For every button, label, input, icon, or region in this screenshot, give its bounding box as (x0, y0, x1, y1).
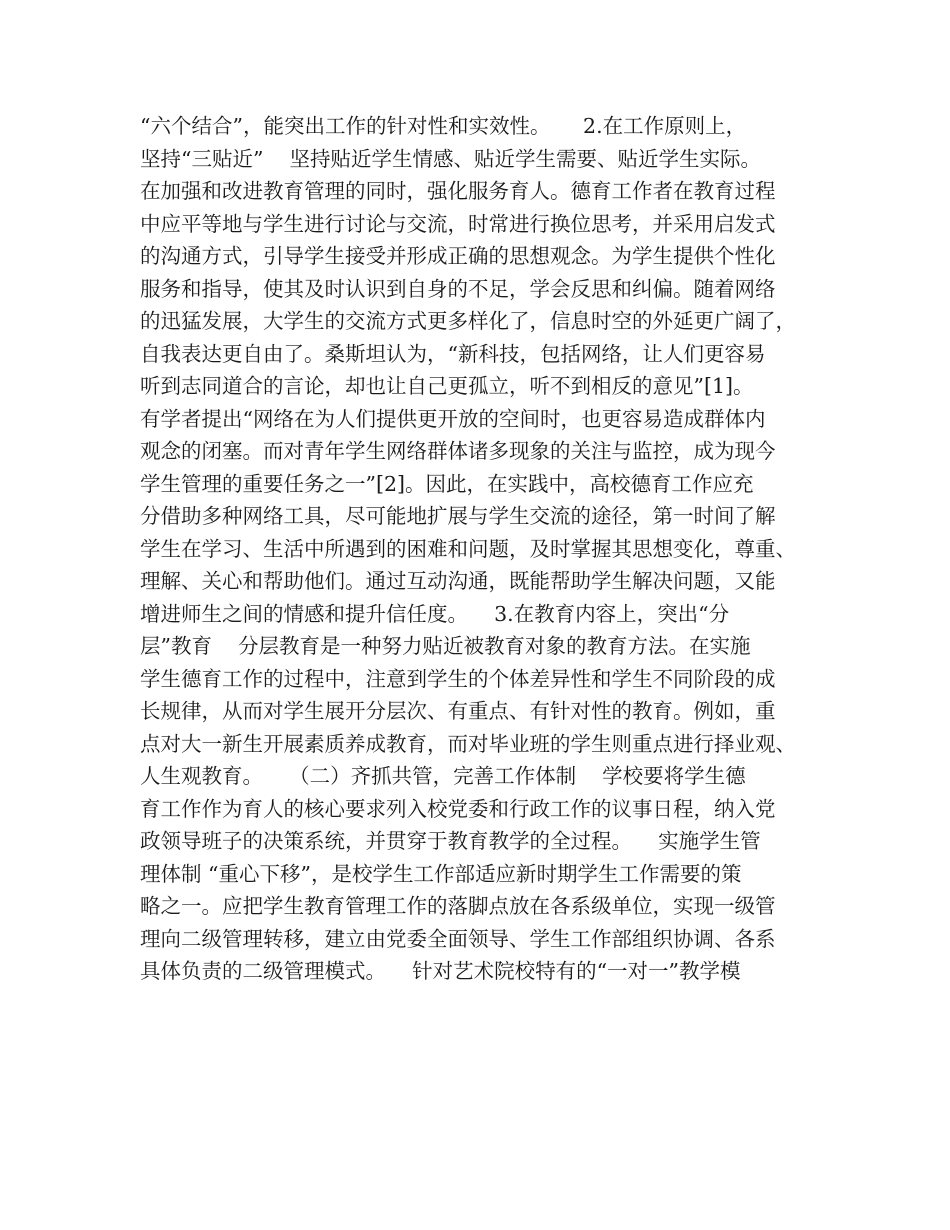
text-line: 增进师生之间的情感和提升信任度。 3.在教育内容上，突出“分 (140, 601, 730, 626)
text-line: 理向二级管理转移，建立由党委全面领导、学生工作部组织协调、各系 (140, 926, 776, 951)
text-line: 有学者提出“网络在为人们提供更开放的空间时，也更容易造成群体内 (140, 406, 766, 431)
text-line: 育工作作为育人的核心要求列入校党委和行政工作的议事日程，纳入党 (140, 796, 776, 821)
text-line: 分借助多种网络工具，尽可能地扩展与学生交流的途径，第一时间了解 (140, 504, 776, 528)
text-line: 中应平等地与学生进行讨论与交流，时常进行换位思考，并采用启发式 (140, 211, 776, 236)
text-line: 层”教育 分层教育是一种努力贴近被教育对象的教育方法。在实施 (140, 634, 751, 658)
text-line: 的沟通方式，引导学生接受并形成正确的思想观念。为学生提供个性化 (140, 244, 776, 268)
text-line: 学生管理的重要任务之一”[2]。因此，在实践中，高校德育工作应充 (140, 471, 754, 496)
text-line: 人生观教育。 （二）齐抓共管，完善工作体制 学校要将学生德 (140, 764, 746, 788)
text-line: 在加强和改进教育管理的同时，强化服务育人。德育工作者在教育过程 (140, 179, 776, 203)
text-line: 坚持“三贴近” 坚持贴近学生情感、贴近学生需要、贴近学生实际。 (140, 146, 762, 171)
text-line: 点对大一新生开展素质养成教育，而对毕业班的学生则重点进行择业观、 (140, 731, 796, 756)
text-line: 的迅猛发展，大学生的交流方式更多样化了，信息时空的外延更广阔了， (140, 309, 796, 333)
text-line: 略之一。应把学生教育管理工作的落脚点放在各系级单位，实现一级管 (140, 894, 776, 918)
text-line: 学生德育工作的过程中，注意到学生的个体差异性和学生不同阶段的成 (140, 666, 776, 691)
text-line: 自我表达更自由了。桑斯坦认为，“新科技，包括网络，让人们更容易 (140, 341, 766, 366)
text-line: “六个结合”，能突出工作的针对性和实效性。 2.在工作原则上， (140, 114, 747, 138)
text-line: 听到志同道合的言论，却也让自己更孤立，听不到相反的意见”[1]。 (140, 374, 754, 398)
text-line: 长规律，从而对学生展开分层次、有重点、有针对性的教育。例如，重 (140, 699, 776, 723)
text-line: 观念的闭塞。而对青年学生网络群体诸多现象的关注与监控，成为现今 (140, 439, 776, 463)
text-line: 学生在学习、生活中所遇到的困难和问题，及时掌握其思想变化，尊重、 (140, 536, 796, 561)
text-line: 理体制 “重心下移”，是校学生工作部适应新时期学生工作需要的策 (140, 861, 742, 886)
text-line: 理解、关心和帮助他们。通过互动沟通，既能帮助学生解决问题，又能 (140, 569, 776, 593)
text-line: 政领导班子的决策系统，并贯穿于教育教学的全过程。 实施学生管 (140, 829, 761, 853)
text-line: 具体负责的二级管理模式。 针对艺术院校特有的“一对一”教学模 (140, 959, 741, 983)
body-text (140, 110, 830, 988)
text-line: 服务和指导，使其及时认识到自身的不足，学会反思和纠偏。随着网络 (140, 276, 776, 301)
